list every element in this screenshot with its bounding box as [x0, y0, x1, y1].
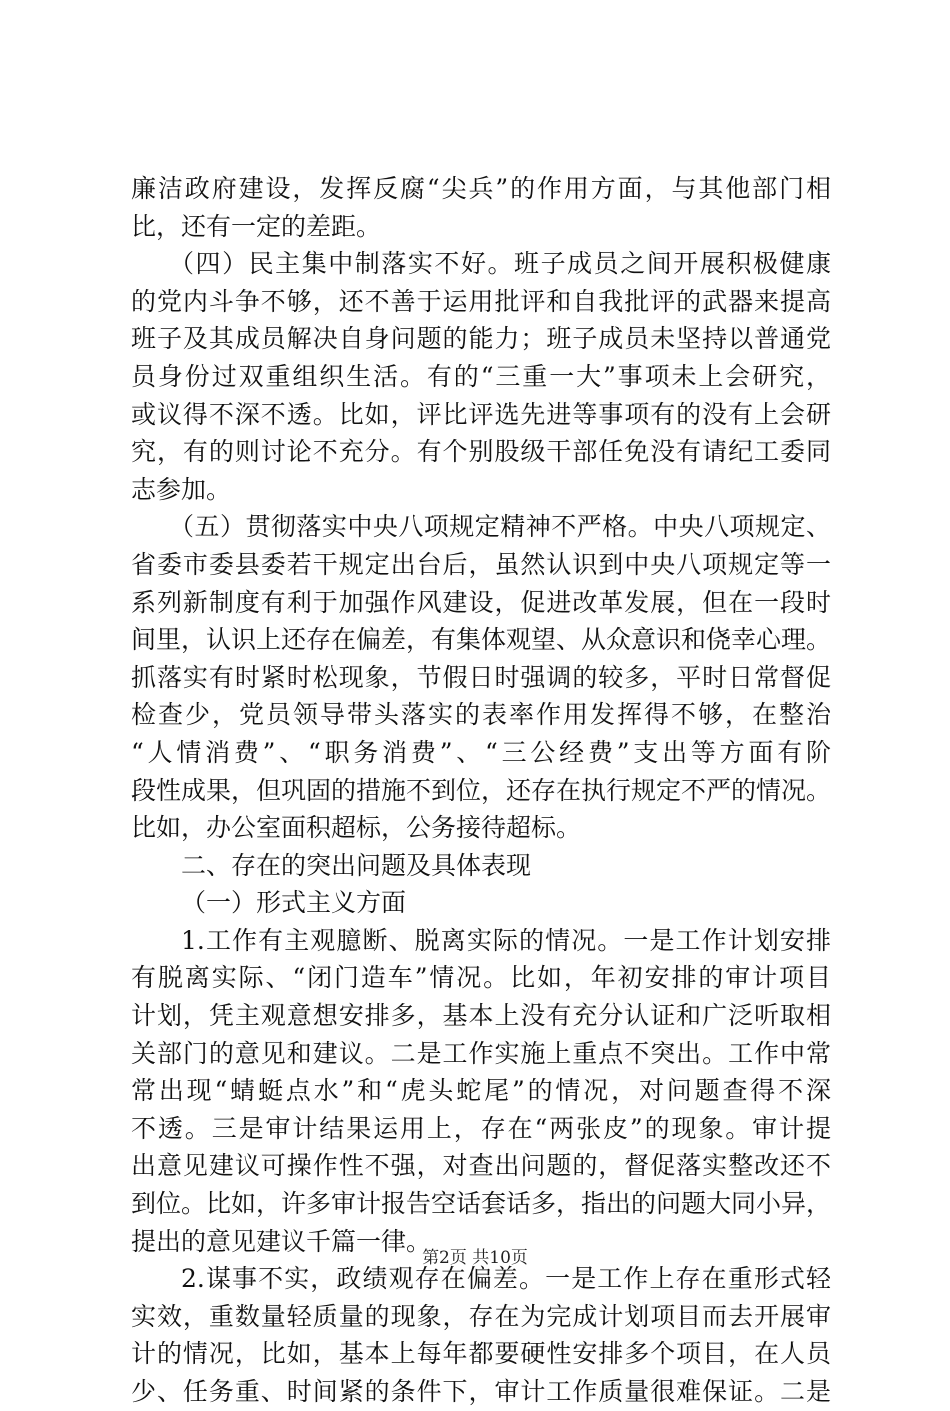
text-line: 有脱离实际、“闭门造车”情况。比如，年初安排的审计项目: [131, 963, 831, 993]
text-line: 志参加。: [131, 474, 232, 504]
page-footer: 第2页 共10页: [422, 1248, 528, 1268]
text-line: 关部门的意见和建议。二是工作实施上重点不突出。工作中常: [131, 1038, 831, 1068]
text-line: 班子及其成员解决自身问题的能力；班子成员未坚持以普通党: [131, 324, 831, 354]
text-line: 的党内斗争不够，还不善于运用批评和自我批评的武器来提高: [131, 286, 831, 316]
text-line: 系列新制度有利于加强作风建设，促进改革发展，但在一段时: [131, 587, 831, 617]
text-line: 1.工作有主观臆断、脱离实际的情况。一是工作计划安排: [181, 925, 831, 955]
text-line: 出意见建议可操作性不强，对查出问题的，督促落实整改还不: [131, 1151, 831, 1181]
text-line: 或议得不深不透。比如，评比评选先进等事项有的没有上会研: [131, 399, 831, 429]
text-line: 二、存在的突出问题及具体表现: [181, 850, 532, 880]
text-line: 检查少，党员领导带头落实的表率作用发挥得不够，在整治: [131, 700, 831, 730]
text-line: 段性成果，但巩固的措施不到位，还存在执行规定不严的情况。: [131, 775, 831, 805]
text-line: （一）形式主义方面: [181, 888, 407, 918]
text-line: 比，还有一定的差距。: [131, 211, 382, 241]
text-line: （四）民主集中制落实不好。班子成员之间开展积极健康: [169, 249, 831, 279]
text-line: 常出现“蜻蜓点水”和“虎头蛇尾”的情况，对问题查得不深: [131, 1076, 831, 1106]
text-line: 计的情况，比如，基本上每年都要硬性安排多个项目，在人员: [131, 1339, 831, 1369]
text-line: 不透。三是审计结果运用上，存在“两张皮”的现象。审计提: [131, 1113, 831, 1143]
text-line: 提出的意见建议千篇一律。: [131, 1226, 432, 1256]
document-body: [131, 170, 831, 1411]
text-line: 员身份过双重组织生活。有的“三重一大”事项未上会研究，: [131, 361, 831, 391]
text-line: “人情消费”、“职务消费”、“三公经费”支出等方面有阶: [131, 737, 831, 767]
text-line: 抓落实有时紧时松现象，节假日时强调的较多，平时日常督促: [131, 662, 831, 692]
text-line: 2.谋事不实，政绩观存在偏差。一是工作上存在重形式轻: [181, 1264, 831, 1294]
text-line: 少、任务重、时间紧的条件下，审计工作质量很难保证。二是: [131, 1377, 831, 1406]
text-line: 廉洁政府建设，发挥反腐“尖兵”的作用方面，与其他部门相: [131, 174, 831, 203]
text-line: （五）贯彻落实中央八项规定精神不严格。中央八项规定、: [169, 512, 831, 542]
text-line: 到位。比如，许多审计报告空话套话多，指出的问题大同小异，: [131, 1189, 831, 1219]
text-line: 计划，凭主观意想安排多，基本上没有充分认证和广泛听取相: [131, 1001, 831, 1031]
text-line: 究，有的则讨论不充分。有个别股级干部任免没有请纪工委同: [131, 437, 831, 467]
text-line: 实效，重数量轻质量的现象，存在为完成计划项目而去开展审: [131, 1301, 831, 1331]
text-line: 间里，认识上还存在偏差，有集体观望、从众意识和侥幸心理。: [131, 625, 831, 655]
text-line: 省委市委县委若干规定出台后，虽然认识到中央八项规定等一: [131, 549, 831, 579]
text-line: 比如，办公室面积超标，公务接待超标。: [131, 813, 582, 843]
